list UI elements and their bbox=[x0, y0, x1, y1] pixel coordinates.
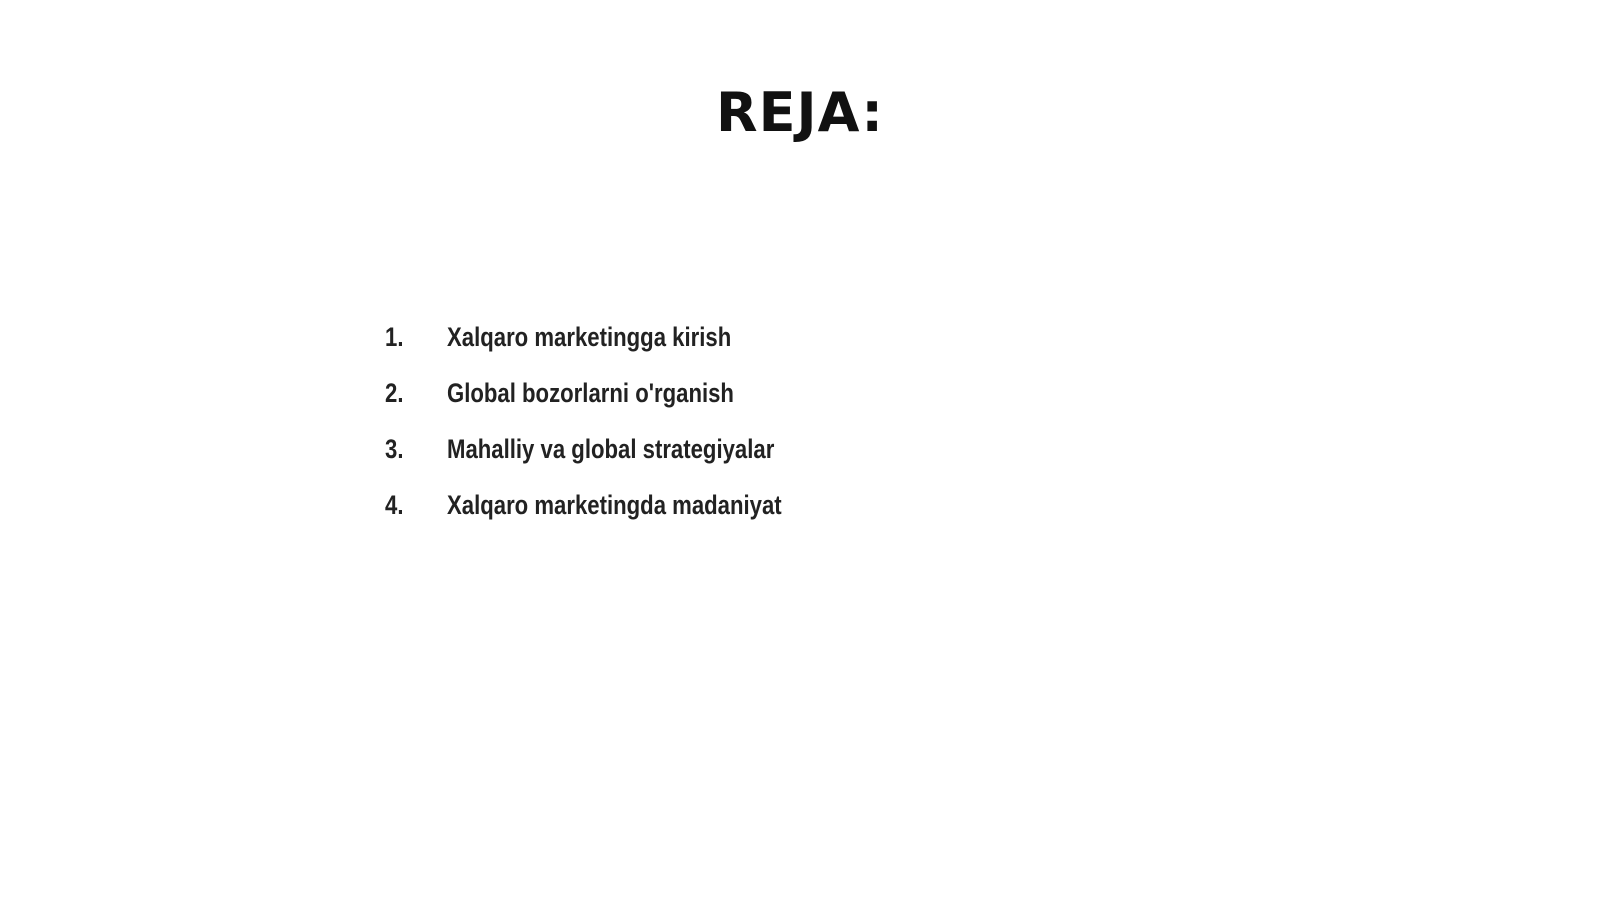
list-item bbox=[385, 434, 855, 490]
list-item-number: 4. bbox=[385, 490, 404, 520]
list-item bbox=[385, 378, 855, 434]
list-item-number: 3. bbox=[385, 434, 404, 464]
list-item-text: Xalqaro marketingda madaniyat bbox=[447, 490, 782, 520]
list-item-text: Xalqaro marketingga kirish bbox=[447, 322, 732, 352]
plan-list bbox=[385, 322, 855, 546]
list-item-number: 1. bbox=[385, 322, 404, 352]
list-item-text: Global bozorlarni o'rganish bbox=[447, 378, 734, 408]
list-item bbox=[385, 322, 855, 378]
list-item bbox=[385, 490, 855, 546]
list-item-number: 2. bbox=[385, 378, 404, 408]
slide-title: REJA: bbox=[716, 81, 884, 144]
list-item-text: Mahalliy va global strategiyalar bbox=[447, 434, 775, 464]
